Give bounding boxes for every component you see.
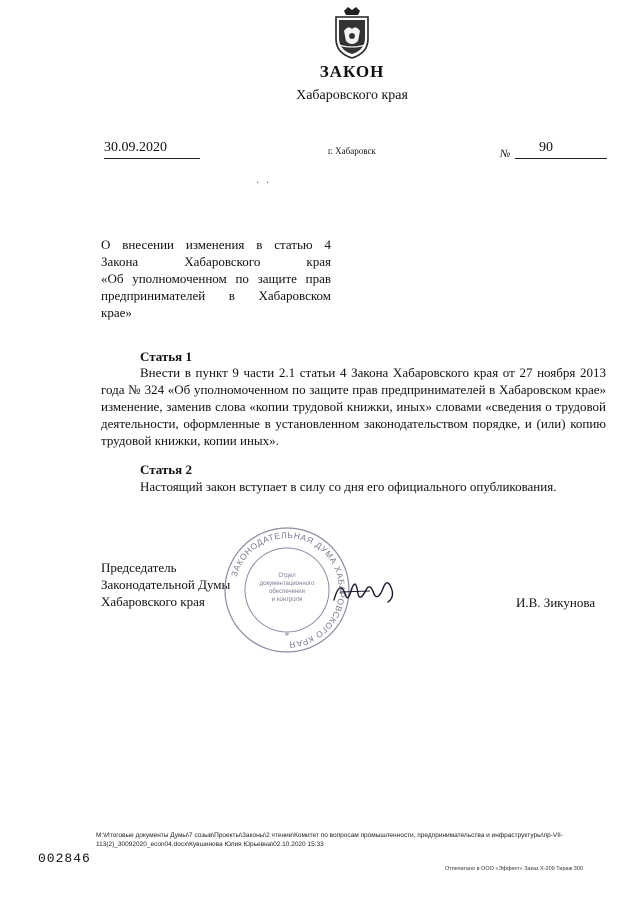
subject-line: предпринимателей в Хабаровском [101,288,331,303]
signatory-name: И.В. Зикунова [516,595,596,610]
subject-block [101,236,331,321]
position-line: Хабаровского края [101,594,205,609]
printer-note: Отпечатано в ООО «Эффект» Заказ Х-209 Тираж 300 [445,866,583,872]
subject-line: «Об уполномоченном по защите прав [101,271,331,286]
file-path-line: M:\Итоговые документы Думы\7 созыв\Проекты\Законы\2 чтение\Комитет по вопросам промышленности, предпринимательства и инфраструктуры\пр-VII- [96,832,564,839]
article-2-heading: Статья 2 [140,462,192,477]
coat-of-arms-emblem [330,5,374,60]
date-underline [104,158,200,159]
subject-line: крае» [101,305,132,320]
svg-text:Отдел: Отдел [278,573,296,579]
svg-text:*: * [284,631,290,641]
handwritten-signature [330,572,400,608]
position-line: Законодательной Думы [101,577,231,592]
document-title: ЗАКОН [319,62,385,81]
document-city: г. Хабаровск [328,146,376,156]
svg-text:документационного: документационного [259,581,315,587]
svg-text:ЗАКОНОДАТЕЛЬНАЯ ДУМА ХАБАРОВСК: ЗАКОНОДАТЕЛЬНАЯ ДУМА ХАБАРОВСКОГО КРАЯ [228,529,348,651]
document-date: 30.09.2020 [104,140,167,155]
article-1-text: Внести в пункт 9 части 2.1 статьи 4 Закона Хабаровского края от 27 ноября 2013 года № 324 «Об уполномоченном по защите прав предпринимателей в Хабаровском крае» изменение, заменив слова «копии трудовой книжки, иных» словами «сведения о трудовой деятельности, оформленные в установленном законодательством порядке, и (или) копию трудовой книжки, копии иных». [101,365,606,448]
scan-dots: · · [256,178,272,189]
file-path-line: 113(2)_30092020_econ04.docx\Кувшинова Юлия Юрьевна\02.10.2020 15:33 [96,841,324,848]
number-sign: № [500,148,511,160]
document-subtitle: Хабаровского края [296,88,408,103]
document-number: 90 [539,140,553,155]
article-1-heading: Статья 1 [140,349,192,364]
article-2-text: Настоящий закон вступает в силу со дня его официального опубликования. [140,479,557,494]
subject-line: Закона Хабаровского края [101,254,331,269]
svg-text:и контроля: и контроля [271,597,303,603]
svg-text:обеспечения: обеспечения [269,589,305,595]
registration-number: 002846 [38,851,91,866]
position-line: Председатель [101,560,177,575]
number-underline [515,158,607,159]
signatory-position [101,559,230,610]
subject-line: О внесении изменения в статью 4 [101,237,331,252]
file-path-footer [96,831,606,849]
